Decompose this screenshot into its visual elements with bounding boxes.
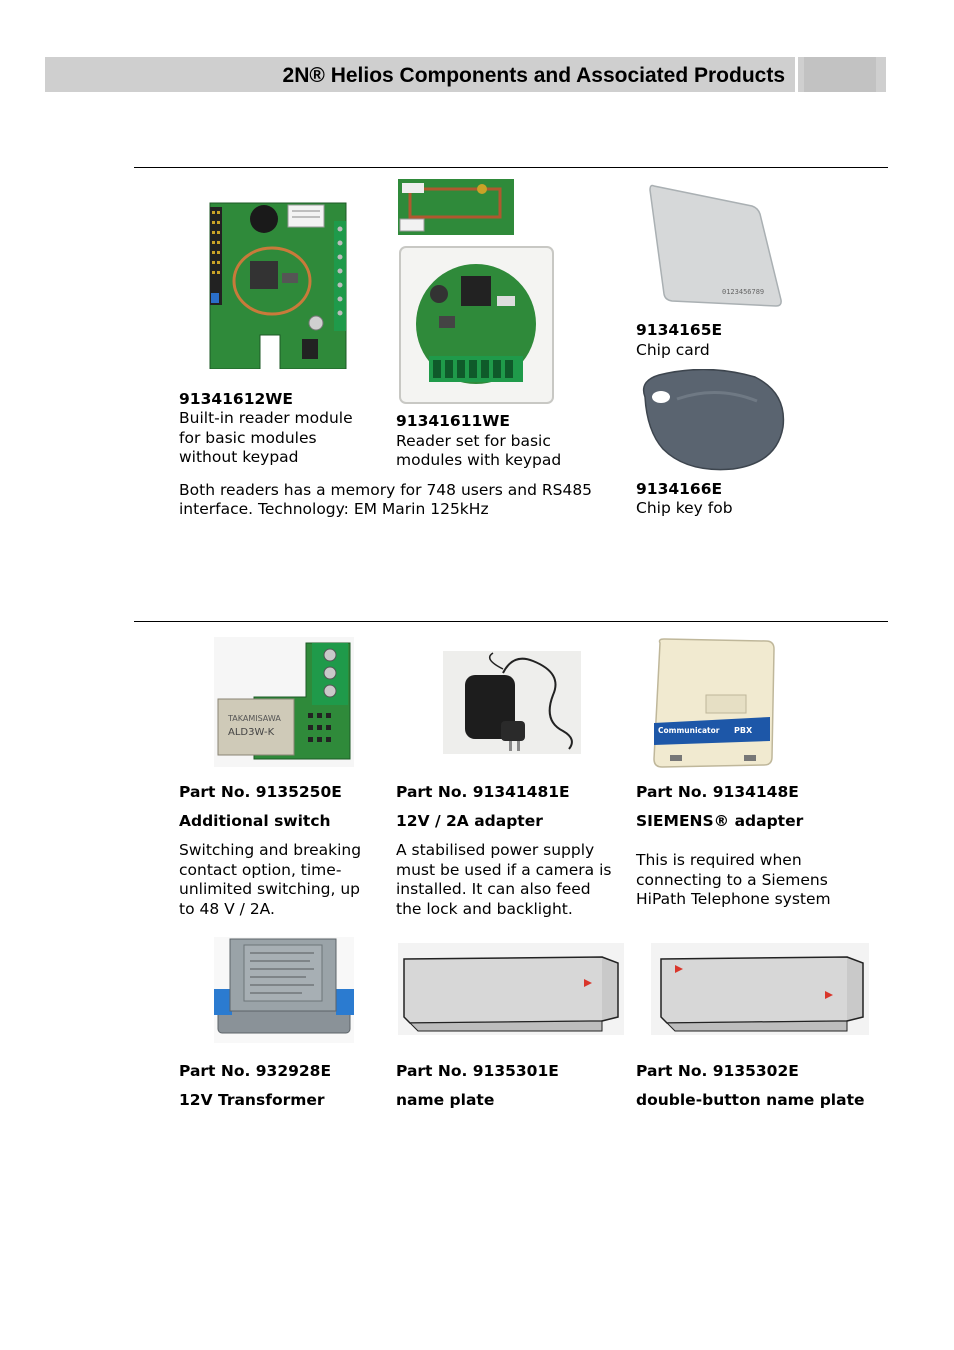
double-plate-name: double-button name plate <box>636 1091 865 1109</box>
section-divider <box>134 167 888 168</box>
chip-card-part: 9134165E <box>636 321 723 339</box>
switch-desc-2: contact option, time- <box>179 861 342 879</box>
double-plate-part: Part No. 9135302E <box>636 1062 799 1080</box>
chip-card-number: 0123456789 <box>722 288 765 296</box>
key-fob-image <box>637 369 785 471</box>
chip-card-image <box>648 182 784 308</box>
builtin-reader-part: 91341612WE <box>179 390 293 408</box>
reader-set-antenna-image <box>398 179 514 235</box>
switch-desc-4: to 48 V / 2A. <box>179 900 275 918</box>
reader-set-desc-1: Reader set for basic <box>396 432 551 450</box>
key-fob-desc: Chip key fob <box>636 499 733 517</box>
power-adapter-image <box>443 651 581 754</box>
builtin-reader-desc-2: for basic modules <box>179 429 317 447</box>
builtin-reader-desc-1: Built-in reader module <box>179 409 353 427</box>
readers-note-2: interface. Technology: EM Marin 125kHz <box>179 500 489 518</box>
readers-note-1: Both readers has a memory for 748 users and RS485 <box>179 481 593 499</box>
adapter-desc-2: must be used if a camera is <box>396 861 612 879</box>
switch-desc-1: Switching and breaking <box>179 841 362 859</box>
switch-desc-3: unlimited switching, up <box>179 880 361 898</box>
header-bar-tab <box>798 57 886 92</box>
chip-card-desc: Chip card <box>636 341 710 359</box>
adapter-name: 12V / 2A adapter <box>396 812 543 830</box>
adapter-desc-4: the lock and backlight. <box>396 900 573 918</box>
siemens-part: Part No. 9134148E <box>636 783 799 801</box>
siemens-adapter-image <box>648 637 778 771</box>
switch-part: Part No. 9135250E <box>179 783 342 801</box>
page-title: 2N® Helios Components and Associated Products <box>282 64 785 87</box>
adapter-desc-1: A stabilised power supply <box>396 841 595 859</box>
siemens-label-left: Communicator <box>658 726 720 735</box>
siemens-label-right: PBX <box>734 726 753 735</box>
relay-label: ALD3W-K <box>228 727 275 738</box>
relay-brand: TAKAMISAWA <box>228 714 281 723</box>
name-plate-part: Part No. 9135301E <box>396 1062 559 1080</box>
siemens-desc-1: This is required when <box>636 851 802 869</box>
key-fob-part: 9134166E <box>636 480 723 498</box>
reader-set-module-image <box>399 246 554 404</box>
switch-name: Additional switch <box>179 812 331 830</box>
reader-set-desc-2: modules with keypad <box>396 451 562 469</box>
transformer-part: Part No. 932928E <box>179 1062 332 1080</box>
builtin-reader-desc-3: without keypad <box>179 448 299 466</box>
siemens-desc-3: HiPath Telephone system <box>636 890 831 908</box>
adapter-desc-3: installed. It can also feed <box>396 880 591 898</box>
builtin-reader-image <box>206 199 352 369</box>
double-plate-image <box>651 943 869 1035</box>
name-plate-name: name plate <box>396 1091 495 1109</box>
transformer-name: 12V Transformer <box>179 1091 325 1109</box>
reader-set-part: 91341611WE <box>396 412 510 430</box>
transformer-image <box>214 937 354 1043</box>
name-plate-image <box>398 943 624 1035</box>
siemens-desc-2: connecting to a Siemens <box>636 871 828 889</box>
section-divider <box>134 621 888 622</box>
additional-switch-image <box>214 637 354 767</box>
adapter-part: Part No. 91341481E <box>396 783 570 801</box>
siemens-name: SIEMENS® adapter <box>636 812 804 830</box>
